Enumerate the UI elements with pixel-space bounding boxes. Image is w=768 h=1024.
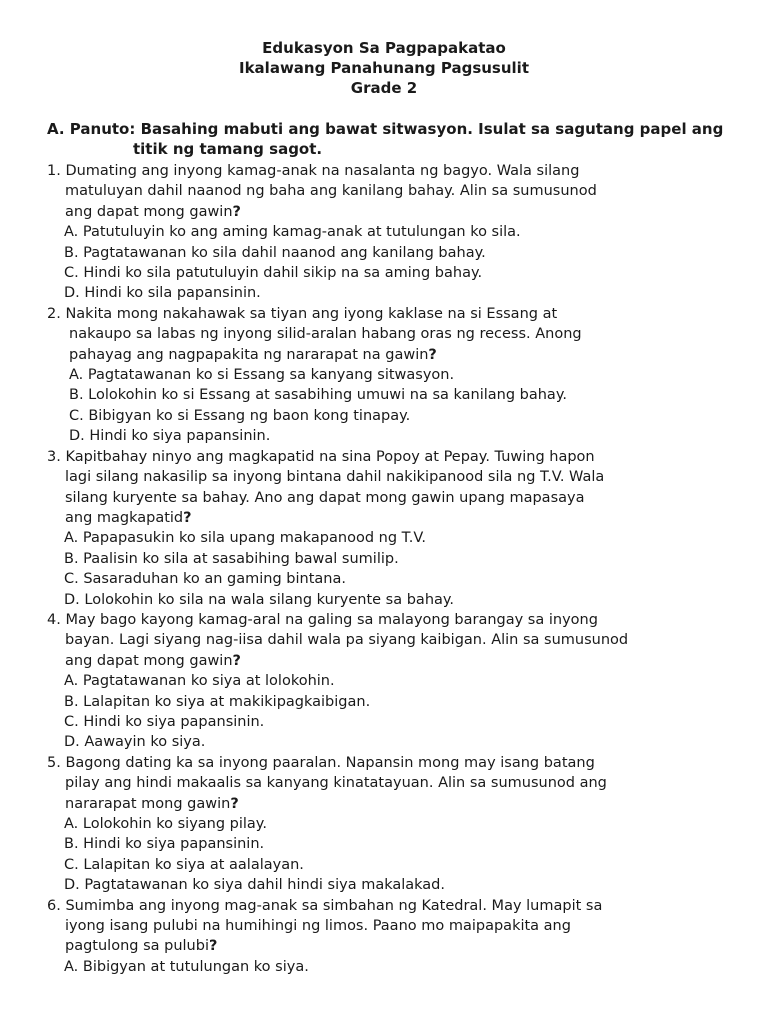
question-4-line-3 <box>47 651 747 671</box>
question-6-line-2: iyong isang pulubi na humihingi ng limos. Paano mo maipapakita ang <box>65 918 571 935</box>
question-3-option-b: B. Paalisin ko sila at sasabihing bawal sumilip. <box>64 550 399 567</box>
question-6-line-1: 6. Sumimba ang inyong mag-anak sa simbahan ng Katedral. May lumapit sa <box>47 897 603 914</box>
question-5-line-1: 5. Bagong dating ka sa inyong paaralan. Napansin mong may isang batang <box>47 754 595 771</box>
question-2-option-d: D. Hindi ko siya papansinin. <box>69 428 271 445</box>
question-1-line-1: 1. Dumating ang inyong kamag-anak na nasalanta ng bagyo. Wala silang <box>47 163 580 179</box>
question-4-line-3-text: ang dapat mong gawin <box>65 652 233 669</box>
question-3-line-4-text: ang magkapatid <box>65 509 184 526</box>
question-3-line-2: lagi silang nakasilip sa inyong bintana dahil nakikipanood sila ng T.V. Wala <box>65 469 605 486</box>
question-3-line-1: 3. Kapitbahay ninyo ang magkapatid na sina Popoy at Pepay. Tuwing hapon <box>47 448 595 465</box>
question-3-option-c: C. Sasaraduhan ko an gaming bintana. <box>64 571 346 588</box>
question-3-option-a: A. Papapasukin ko sila upang makapanood ng T.V. <box>64 530 427 547</box>
question-5-line-2: pilay ang hindi makaalis sa kanyang kinatatayuan. Alin sa sumusunod ang <box>65 775 607 792</box>
question-1-line-3-text: ang dapat mong gawin <box>65 203 233 220</box>
question-4-option-d: D. Aawayin ko siya. <box>64 734 206 751</box>
question-2-option-c: C. Bibigyan ko si Essang ng baon kong tinapay. <box>69 407 411 424</box>
question-4-option-b: B. Lalapitan ko siya at makikipagkaibigan. <box>64 693 371 710</box>
question-5-option-b: B. Hindi ko siya papansinin. <box>64 836 265 853</box>
question-2-option-b: B. Lolokohin ko si Essang at sasabihing umuwi na sa kanilang bahay. <box>69 387 567 404</box>
question-6-option-a: A. Bibigyan at tutulungan ko siya. <box>64 958 309 975</box>
question-5-line-3-text: nararapat mong gawin <box>65 795 231 812</box>
question-2-line-2: nakaupo sa labas ng inyong silid-aralan habang oras ng recess. Anong <box>69 326 582 343</box>
question-6-line-3-text: pagtulong sa pulubi <box>65 938 209 955</box>
question-4-option-a: A. Pagtatawanan ko siya at lolokohin. <box>64 673 335 690</box>
question-mark: ? <box>232 203 241 220</box>
question-1-option-b: B. Pagtatawanan ko sila dahil naanod ang kanilang bahay. <box>64 244 486 261</box>
question-5-option-d: D. Pagtatawanan ko siya dahil hindi siya makalakad. <box>64 877 445 894</box>
question-mark: ? <box>232 652 241 669</box>
question-5-option-c: C. Lalapitan ko siya at aalalayan. <box>64 856 304 873</box>
question-2-line-3 <box>47 345 747 365</box>
subject-title: Edukasyon Sa Pagpapakatao <box>262 39 506 57</box>
question-mark: ? <box>428 346 437 363</box>
question-5-line-3 <box>47 794 747 814</box>
question-5 <box>47 753 747 896</box>
question-2-line-3-text: pahayag ang nagpapakita ng nararapat na gawin <box>69 346 429 363</box>
question-3-line-3: silang kuryente sa bahay. Ano ang dapat mong gawin upang mapasaya <box>65 489 585 506</box>
question-1-line-3 <box>47 202 747 222</box>
question-4-line-1: 4. May bago kayong kamag-aral na galing sa malayong barangay sa inyong <box>47 611 598 628</box>
question-6-line-3 <box>47 936 747 956</box>
question-1 <box>47 161 747 304</box>
question-mark: ? <box>183 509 192 526</box>
question-1-option-c: C. Hindi ko sila patutuluyin dahil sikip na sa aming bahay. <box>64 265 483 282</box>
question-3-line-4 <box>47 508 747 528</box>
question-4 <box>47 610 747 753</box>
question-1-option-a: A. Patutuluyin ko ang aming kamag-anak at tutulungan ko sila. <box>64 224 521 241</box>
question-mark: ? <box>208 938 218 955</box>
question-3-option-d: D. Lolokohin ko sila na wala silang kuryente sa bahay. <box>64 591 455 608</box>
question-4-line-2: bayan. Lagi siyang nag-iisa dahil wala pa siyang kaibigan. Alin sa sumusunod <box>65 632 629 649</box>
instructions-line-1: A. Panuto: Basahing mabuti ang bawat sitwasyon. Isulat sa sagutang papel ang <box>47 120 724 138</box>
question-4-option-c: C. Hindi ko siya papansinin. <box>64 713 265 730</box>
question-5-option-a: A. Lolokohin ko siyang pilay. <box>64 816 267 832</box>
question-2-line-1: 2. Nakita mong nakahawak sa tiyan ang iyong kaklase na si Essang at <box>47 305 558 322</box>
question-1-option-d: D. Hindi ko sila papansinin. <box>64 285 261 302</box>
document-header <box>0 38 768 98</box>
grade-level: Grade 2 <box>350 79 418 97</box>
instructions-line-2: titik ng tamang sagot. <box>133 140 323 158</box>
instructions <box>47 119 747 159</box>
question-1-line-2: matuluyan dahil naanod ng baha ang kanilang bahay. Alin sa sumusunod <box>65 183 597 200</box>
question-3 <box>47 447 747 610</box>
question-2-option-a: A. Pagtatawanan ko si Essang sa kanyang sitwasyon. <box>69 367 455 384</box>
question-mark: ? <box>230 795 239 812</box>
exam-title: Ikalawang Panahunang Pagsusulit <box>239 59 529 77</box>
question-6 <box>47 896 747 978</box>
question-2 <box>47 304 747 447</box>
question-list <box>47 161 747 977</box>
